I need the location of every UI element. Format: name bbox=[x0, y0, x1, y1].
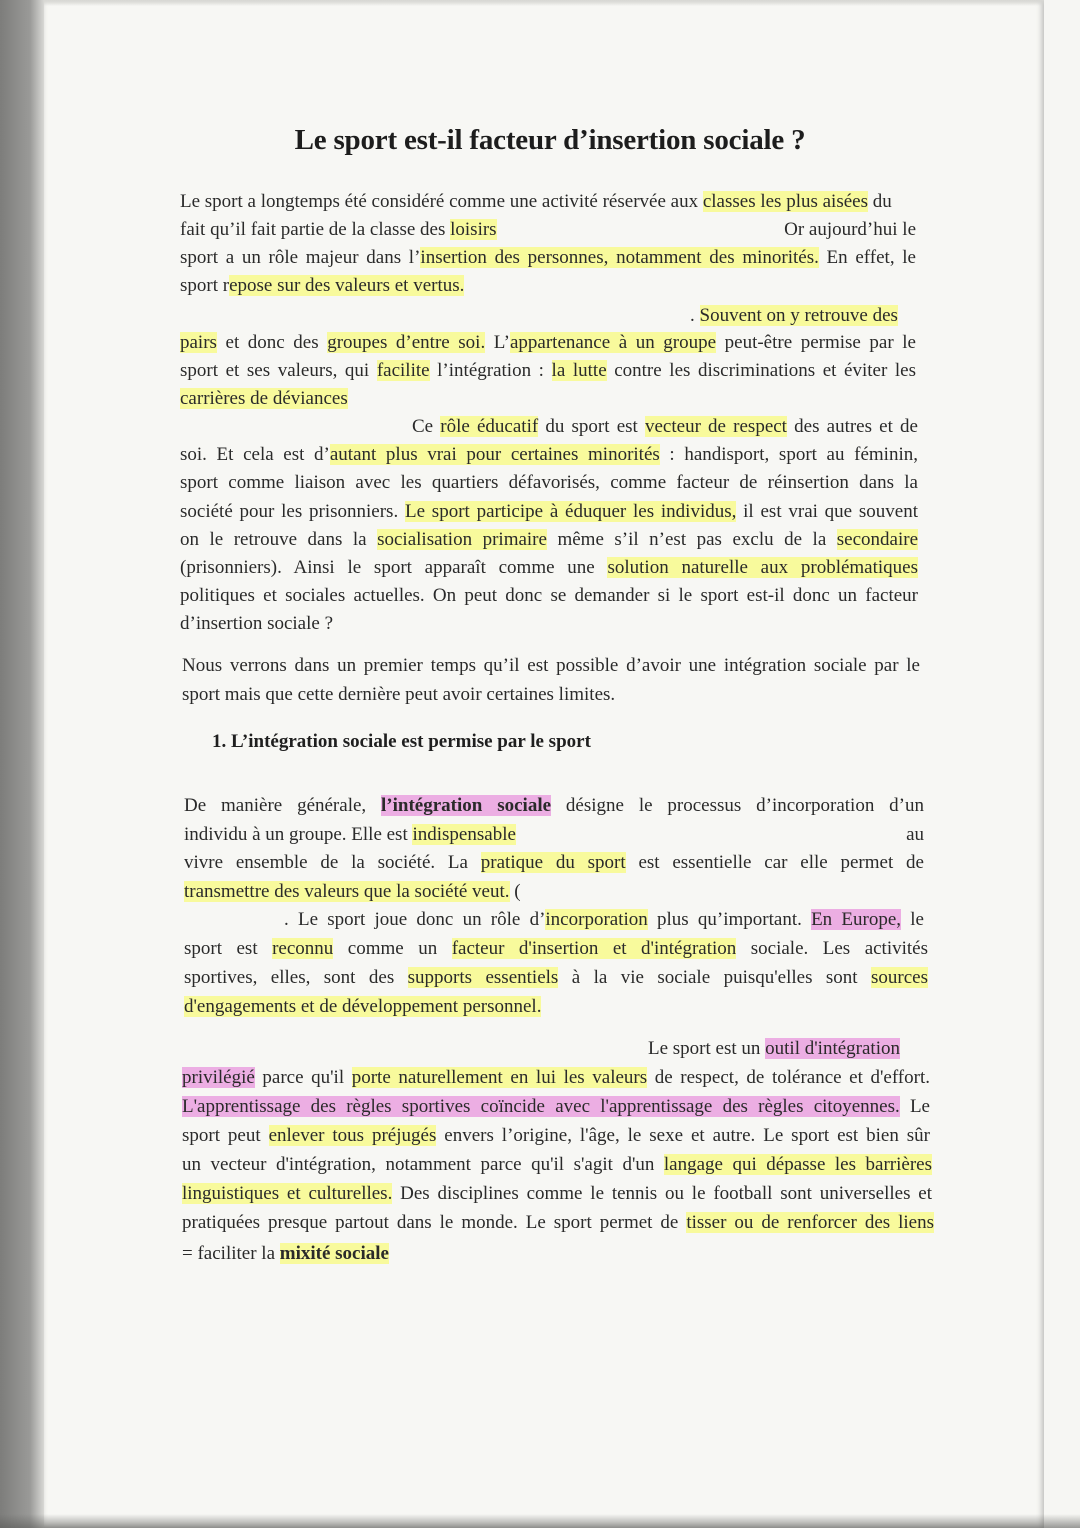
highlight: secondaire bbox=[836, 529, 918, 550]
text: sport r bbox=[180, 275, 230, 296]
p6-line-2 bbox=[182, 1066, 930, 1090]
highlight: facilite bbox=[376, 360, 430, 381]
text: envers l’origine, l'âge, le sexe et autre. Le sport est bien sûr bbox=[436, 1125, 930, 1146]
text: il est vrai que souvent bbox=[736, 501, 919, 522]
text: ( bbox=[509, 881, 521, 902]
p2-line-1 bbox=[690, 304, 898, 328]
text: = faciliter la bbox=[182, 1243, 280, 1264]
highlight: Le sport participe à éduquer les individus, bbox=[404, 501, 737, 522]
p5-line-4 bbox=[184, 880, 521, 904]
text: sport et ses valeurs, qui bbox=[180, 360, 377, 381]
text: sportives, elles, sont des bbox=[184, 967, 408, 988]
p2-line-3 bbox=[180, 359, 916, 383]
pink-highlight: l’intégration sociale bbox=[381, 795, 552, 816]
p3-line-7 bbox=[180, 584, 918, 608]
highlight: carrières de déviances bbox=[180, 388, 348, 409]
highlight: rôle éducatif bbox=[440, 416, 539, 437]
p5-line-3 bbox=[184, 851, 924, 875]
text: plus qu’important. bbox=[647, 909, 812, 930]
scan-bottom-shadow bbox=[0, 1514, 1080, 1528]
highlight: supports essentiels bbox=[407, 967, 559, 988]
p5-line-7 bbox=[184, 966, 928, 990]
text: des autres et de bbox=[786, 416, 918, 437]
text: parce qu'il bbox=[254, 1067, 352, 1088]
text: du bbox=[867, 191, 892, 212]
text: Le sport est un bbox=[648, 1038, 766, 1059]
text: Le bbox=[899, 1096, 930, 1117]
text: L’ bbox=[485, 332, 510, 353]
p5-line-5 bbox=[284, 908, 924, 932]
highlight: mixité sociale bbox=[279, 1243, 389, 1264]
text: comme un bbox=[333, 938, 452, 959]
text: Le sport a longtemps été considéré comme une activité réservée aux bbox=[180, 191, 703, 212]
text: un vecteur d'intégration, notamment parce qu'il s'agit d'un bbox=[182, 1154, 664, 1175]
text: d’insertion sociale ? bbox=[180, 613, 334, 634]
highlight: porte naturellement en lui les valeurs bbox=[351, 1067, 648, 1088]
text: . Le sport joue donc un rôle d’ bbox=[284, 909, 546, 930]
text: : handisport, sport au féminin, bbox=[659, 444, 918, 465]
p6-line-3 bbox=[182, 1095, 930, 1119]
highlight: appartenance à un groupe bbox=[509, 332, 717, 353]
p3-line-8 bbox=[180, 612, 333, 636]
text: Des disciplines comme le tennis ou le football sont universelles et bbox=[392, 1183, 932, 1204]
text: au bbox=[906, 824, 924, 845]
intro-line-3 bbox=[180, 246, 916, 270]
highlight: classes les plus aisées bbox=[702, 191, 868, 212]
text: En effet, le bbox=[818, 247, 916, 268]
p5-line-6 bbox=[184, 937, 928, 961]
p6-line-4 bbox=[182, 1124, 930, 1148]
text: fait qu’il fait partie de la classe des bbox=[180, 219, 451, 240]
text: sport comme liaison avec les quartiers défavorisés, comme facteur de réinsertion dans la bbox=[180, 472, 918, 493]
text: est essentielle car elle permet de bbox=[625, 852, 924, 873]
highlight: tisser ou de renforcer des liens bbox=[686, 1212, 934, 1233]
highlight: socialisation primaire bbox=[377, 529, 547, 550]
p6-line-1 bbox=[648, 1037, 900, 1061]
paper-top-edge bbox=[44, 0, 1044, 6]
p6-line-8 bbox=[182, 1242, 389, 1266]
p3-line-3 bbox=[180, 471, 918, 495]
highlight: incorporation bbox=[545, 909, 648, 930]
highlight: la lutte bbox=[551, 360, 607, 381]
highlight: pairs bbox=[180, 332, 217, 353]
highlight: epose sur des valeurs et vertus. bbox=[229, 275, 465, 296]
highlight: autant plus vrai pour certaines minorités bbox=[329, 444, 660, 465]
p2-line-4 bbox=[180, 387, 348, 411]
p4-line-2: sport mais que cette dernière peut avoir certaines limites. bbox=[182, 684, 616, 705]
highlight: transmettre des valeurs que la société veut. bbox=[184, 881, 510, 902]
highlight: vecteur de respect bbox=[644, 416, 787, 437]
text: à la vie sociale puisqu'elles sont bbox=[558, 967, 872, 988]
highlight: reconnu bbox=[272, 938, 334, 959]
highlight: langage qui dépasse les barrières bbox=[663, 1154, 932, 1175]
pink-highlight: privilégié bbox=[182, 1067, 255, 1088]
text: (prisonniers). Ainsi le sport apparaît comme une bbox=[180, 557, 608, 578]
intro-line-4 bbox=[180, 274, 464, 298]
p4-line-1: Nous verrons dans un premier temps qu’il est possible d’avoir une intégration sociale par le bbox=[182, 655, 920, 676]
section-heading-1: 1. L’intégration sociale est permise par le sport bbox=[212, 731, 591, 752]
text: peut-être permise par le bbox=[716, 332, 916, 353]
highlight: solution naturelle aux problématiques bbox=[607, 557, 919, 578]
text: vivre ensemble de la société. La bbox=[184, 852, 481, 873]
pink-highlight: En Europe, bbox=[811, 909, 902, 930]
highlight: insertion des personnes, notamment des minorités. bbox=[420, 247, 819, 268]
p3-line-4 bbox=[180, 500, 918, 524]
highlight: d'engagements et de développement personnel. bbox=[184, 996, 542, 1017]
p6-line-5 bbox=[182, 1153, 932, 1177]
text: de respect, de tolérance et d'effort. bbox=[647, 1067, 930, 1088]
text: De manière générale, bbox=[184, 795, 382, 816]
highlight: enlever tous préjugés bbox=[268, 1125, 437, 1146]
text: désigne le processus d’incorporation d’un bbox=[551, 795, 925, 816]
p3-line-1 bbox=[412, 415, 918, 439]
p6-line-7 bbox=[182, 1211, 934, 1235]
document-title: Le sport est-il facteur d’insertion sociale ? bbox=[294, 124, 806, 156]
text: . bbox=[690, 305, 700, 326]
pink-highlight: outil d'intégration bbox=[765, 1038, 900, 1059]
text: du sport est bbox=[538, 416, 645, 437]
text: et donc des bbox=[216, 332, 328, 353]
text: pratiquées presque partout dans le monde. Le sport permet de bbox=[182, 1212, 687, 1233]
text: même s’il n’est pas exclu de la bbox=[546, 529, 837, 550]
text: sport est bbox=[184, 938, 273, 959]
highlight: facteur d'insertion et d'intégration bbox=[451, 938, 737, 959]
p3-line-2 bbox=[180, 443, 918, 467]
highlight: linguistiques et culturelles. bbox=[182, 1183, 393, 1204]
p3-line-5 bbox=[180, 528, 918, 552]
pink-highlight: L'apprentissage des règles sportives coïncide avec l'apprentissage des règles citoyennes. bbox=[182, 1096, 900, 1117]
p3-line-6 bbox=[180, 556, 918, 580]
highlight: Souvent on y retrouve des bbox=[699, 305, 898, 326]
p5-line-8 bbox=[184, 995, 541, 1019]
text: sport peut bbox=[182, 1125, 269, 1146]
p6-line-6 bbox=[182, 1182, 932, 1206]
intro-line-1 bbox=[180, 190, 916, 214]
p5-line-2 bbox=[184, 823, 924, 847]
p5-line-1 bbox=[184, 794, 924, 818]
text: soi. Et cela est d’ bbox=[180, 444, 330, 465]
intro-line-2 bbox=[180, 218, 916, 242]
text: individu à un groupe. Elle est bbox=[184, 824, 413, 845]
text: Or aujourd’hui le bbox=[784, 219, 916, 240]
highlight: indispensable bbox=[412, 824, 516, 845]
text: le bbox=[901, 909, 924, 930]
p2-line-2 bbox=[180, 331, 916, 355]
text: politiques et sociales actuelles. On peut donc se demander si le sport est-il donc un facteur bbox=[180, 585, 918, 606]
highlight: sources bbox=[871, 967, 928, 988]
text: on le retrouve dans la bbox=[180, 529, 378, 550]
highlight: loisirs bbox=[450, 219, 497, 240]
text: contre les discriminations et éviter les bbox=[606, 360, 916, 381]
text: Ce bbox=[412, 416, 441, 437]
text: société pour les prisonniers. bbox=[180, 501, 405, 522]
highlight: pratique du sport bbox=[480, 852, 626, 873]
text: sport a un rôle majeur dans l’ bbox=[180, 247, 421, 268]
text: sociale. Les activités bbox=[736, 938, 928, 959]
highlight: groupes d’entre soi. bbox=[327, 332, 486, 353]
text: l’intégration : bbox=[429, 360, 552, 381]
